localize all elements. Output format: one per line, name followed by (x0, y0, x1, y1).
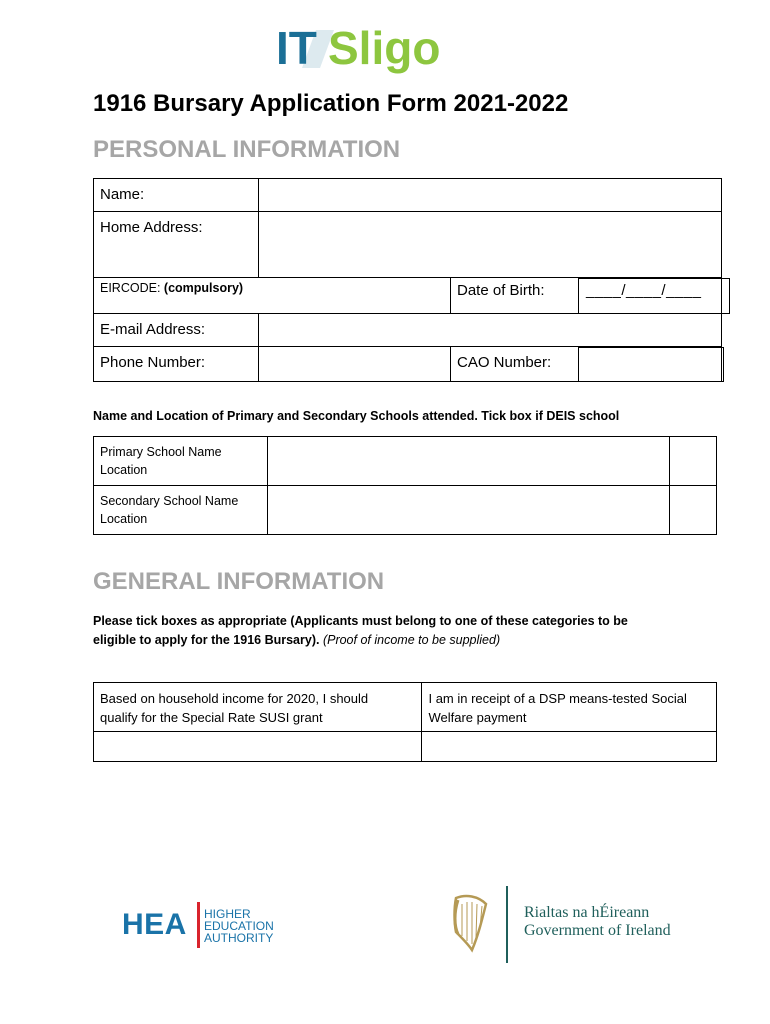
eircode-input[interactable] (259, 278, 450, 313)
option-dsp-line2: Welfare payment (428, 710, 527, 725)
personal-info-heading: PERSONAL INFORMATION (93, 136, 401, 163)
personal-info-table (93, 178, 722, 382)
option-dsp-checkbox[interactable] (422, 732, 717, 762)
email-input[interactable] (259, 314, 721, 346)
hea-divider-bar (197, 902, 200, 948)
dob-input[interactable]: ____/____/____ (586, 282, 702, 299)
general-instruction-line2: eligible to apply for the 1916 Bursary). (93, 633, 320, 647)
gov-line-english: Government of Ireland (524, 922, 671, 939)
email-label: E-mail Address: (100, 321, 206, 338)
secondary-deis-checkbox[interactable] (670, 486, 717, 535)
option-susi-line1: Based on household income for 2020, I should (100, 691, 369, 706)
form-title: 1916 Bursary Application Form 2021-2022 (93, 90, 569, 117)
general-instruction (93, 612, 628, 650)
primary-school-location-label: Location (100, 463, 148, 477)
logo-it-text: IT (276, 22, 317, 74)
name-input[interactable] (259, 179, 721, 211)
primary-school-label-cell (94, 437, 268, 486)
hea-line3: AUTHORITY (204, 931, 274, 945)
hea-logo-word: HEA (122, 908, 187, 941)
home-address-label: Home Address: (100, 219, 203, 236)
it-sligo-logo (276, 20, 446, 80)
harp-icon (448, 892, 494, 954)
option-dsp-line1: I am in receipt of a DSP means-tested Social (428, 691, 687, 706)
hea-line1: HIGHER (204, 907, 251, 921)
primary-school-input[interactable] (267, 437, 670, 486)
gov-line-irish: Rialtas na hÉireann (524, 904, 650, 921)
logo-sligo-text: Sligo (328, 22, 441, 74)
general-instruction-line1: Please tick boxes as appropriate (Applicants must belong to one of these categories to be (93, 614, 628, 628)
secondary-school-label-cell (94, 486, 268, 535)
name-label: Name: (100, 186, 145, 203)
option-susi-cell (94, 683, 422, 732)
hea-logo-subtitle (204, 908, 274, 944)
gov-divider-bar (506, 886, 508, 963)
dob-label: Date of Birth: (457, 282, 545, 299)
hea-line2: EDUCATION (204, 919, 274, 933)
cao-input[interactable] (579, 347, 721, 380)
secondary-school-input[interactable] (267, 486, 670, 535)
general-info-heading: GENERAL INFORMATION (93, 568, 385, 595)
gov-text (524, 904, 671, 940)
primary-deis-checkbox[interactable] (670, 437, 717, 486)
option-susi-checkbox[interactable] (94, 732, 422, 762)
schools-table (93, 436, 717, 535)
eircode-label: EIRCODE: (100, 281, 161, 295)
hea-logo (122, 900, 282, 952)
home-address-input[interactable] (259, 212, 721, 277)
gov-ireland-logo (448, 886, 698, 966)
phone-label: Phone Number: (100, 354, 206, 371)
secondary-school-location-label: Location (100, 512, 148, 526)
primary-school-name-label: Primary School Name (100, 445, 222, 459)
phone-input[interactable] (259, 347, 450, 380)
proof-of-income-note: (Proof of income to be supplied) (322, 633, 501, 647)
eircode-label-group (100, 281, 243, 295)
option-susi-line2: qualify for the Special Rate SUSI grant (100, 710, 323, 725)
categories-table (93, 682, 717, 762)
option-dsp-cell (422, 683, 717, 732)
cao-label: CAO Number: (457, 354, 552, 371)
schools-instruction: Name and Location of Primary and Secondary Schools attended. Tick box if DEIS school (93, 409, 620, 423)
eircode-note: (compulsory) (163, 281, 244, 295)
secondary-school-name-label: Secondary School Name (100, 494, 239, 508)
